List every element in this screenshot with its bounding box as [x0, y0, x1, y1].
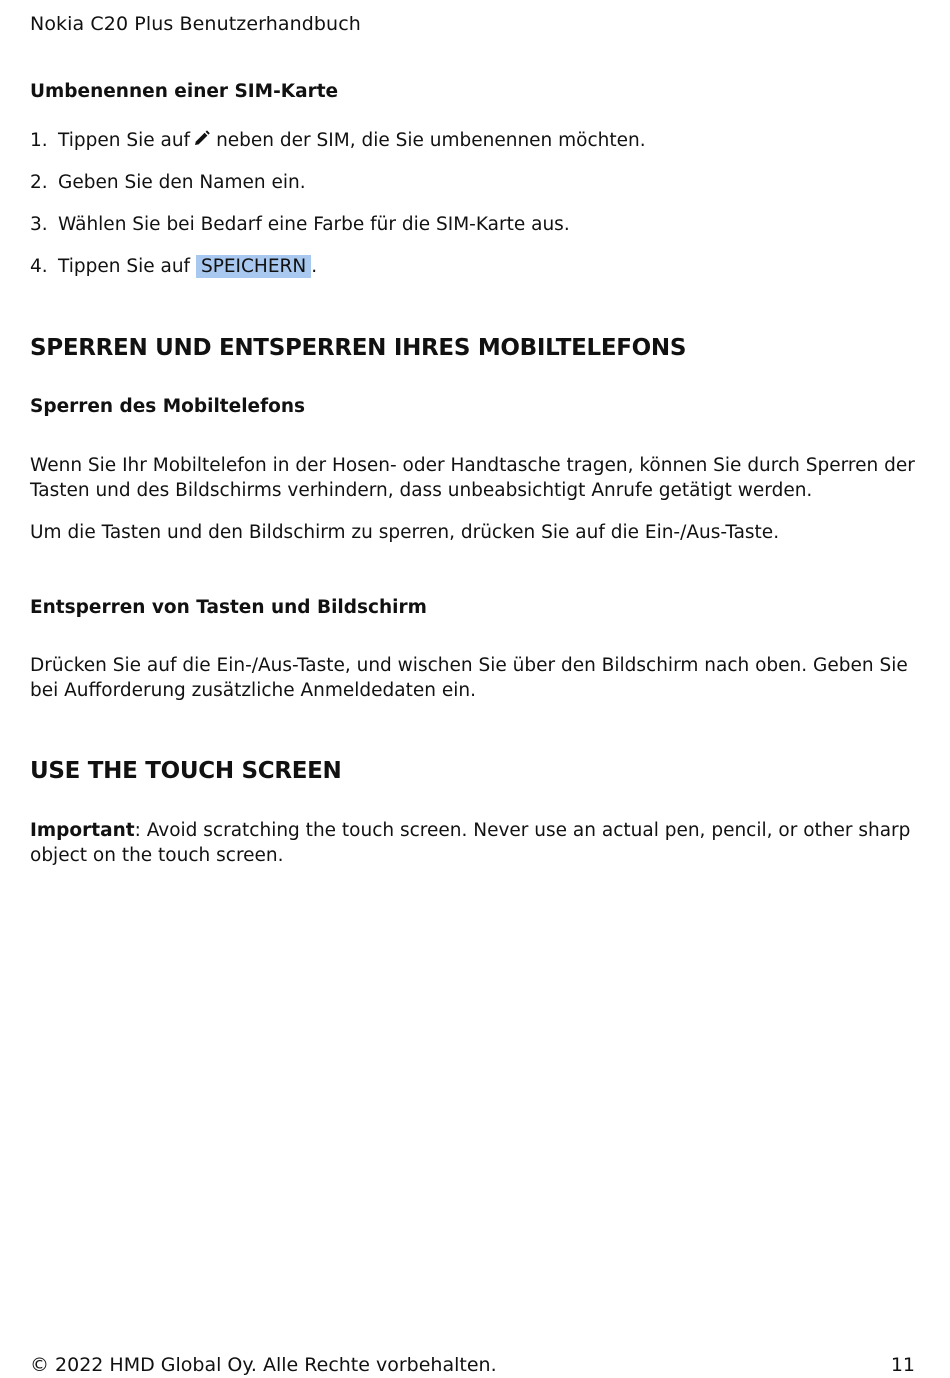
lock-phone-heading: Sperren des Mobiltelefons [30, 396, 306, 417]
list-number: 4. [30, 256, 48, 277]
important-label: Important [30, 820, 135, 841]
important-note [30, 818, 920, 868]
lock-instructions-paragraph: Um die Tasten und den Bildschirm zu sperren, drücken Sie auf die Ein-/Aus-Taste. [30, 522, 780, 543]
save-button-reference: SPEICHERN [196, 255, 311, 278]
lock-phone-paragraph: Wenn Sie Ihr Mobiltelefon in der Hosen- oder Handtasche tragen, können Sie durch Sperren der Tasten und des Bildschirms verhindern, dass unbeabsichtigt Anrufe getätigt werden. [30, 455, 915, 501]
document-header: Nokia C20 Plus Benutzerhandbuch [30, 13, 361, 35]
list-item [30, 172, 306, 193]
unlock-heading: Entsperren von Tasten und Bildschirm [30, 597, 427, 618]
list-item [30, 130, 646, 151]
list-text: Wählen Sie bei Bedarf eine Farbe für die SIM-Karte aus. [58, 214, 570, 235]
list-text: Tippen Sie auf [58, 256, 191, 277]
rename-sim-heading: Umbenennen einer SIM-Karte [30, 81, 339, 102]
important-text: : Avoid scratching the touch screen. Never use an actual pen, pencil, or other sharp object on the touch screen. [30, 820, 911, 866]
pencil-icon [192, 130, 212, 148]
list-item [30, 256, 317, 277]
lock-section-title: SPERREN UND ENTSPERREN IHRES MOBILTELEFONS [30, 335, 687, 361]
list-number: 3. [30, 214, 48, 235]
list-text: . [311, 256, 318, 277]
list-text: Geben Sie den Namen ein. [58, 172, 306, 193]
list-number: 1. [30, 130, 48, 151]
list-text: neben der SIM, die Sie umbenennen möchten. [216, 130, 646, 151]
list-item [30, 214, 570, 235]
list-text: Tippen Sie auf [58, 130, 191, 151]
unlock-paragraph: Drücken Sie auf die Ein-/Aus-Taste, und wischen Sie über den Bildschirm nach oben. Geben Sie bei Aufforderung zusätzliche Anmeldedaten ein. [30, 655, 908, 701]
touch-section-title: USE THE TOUCH SCREEN [30, 758, 342, 784]
list-number: 2. [30, 172, 48, 193]
page-number: 11 [890, 1354, 915, 1376]
copyright-footer: © 2022 HMD Global Oy. Alle Rechte vorbehalten. [30, 1354, 497, 1376]
